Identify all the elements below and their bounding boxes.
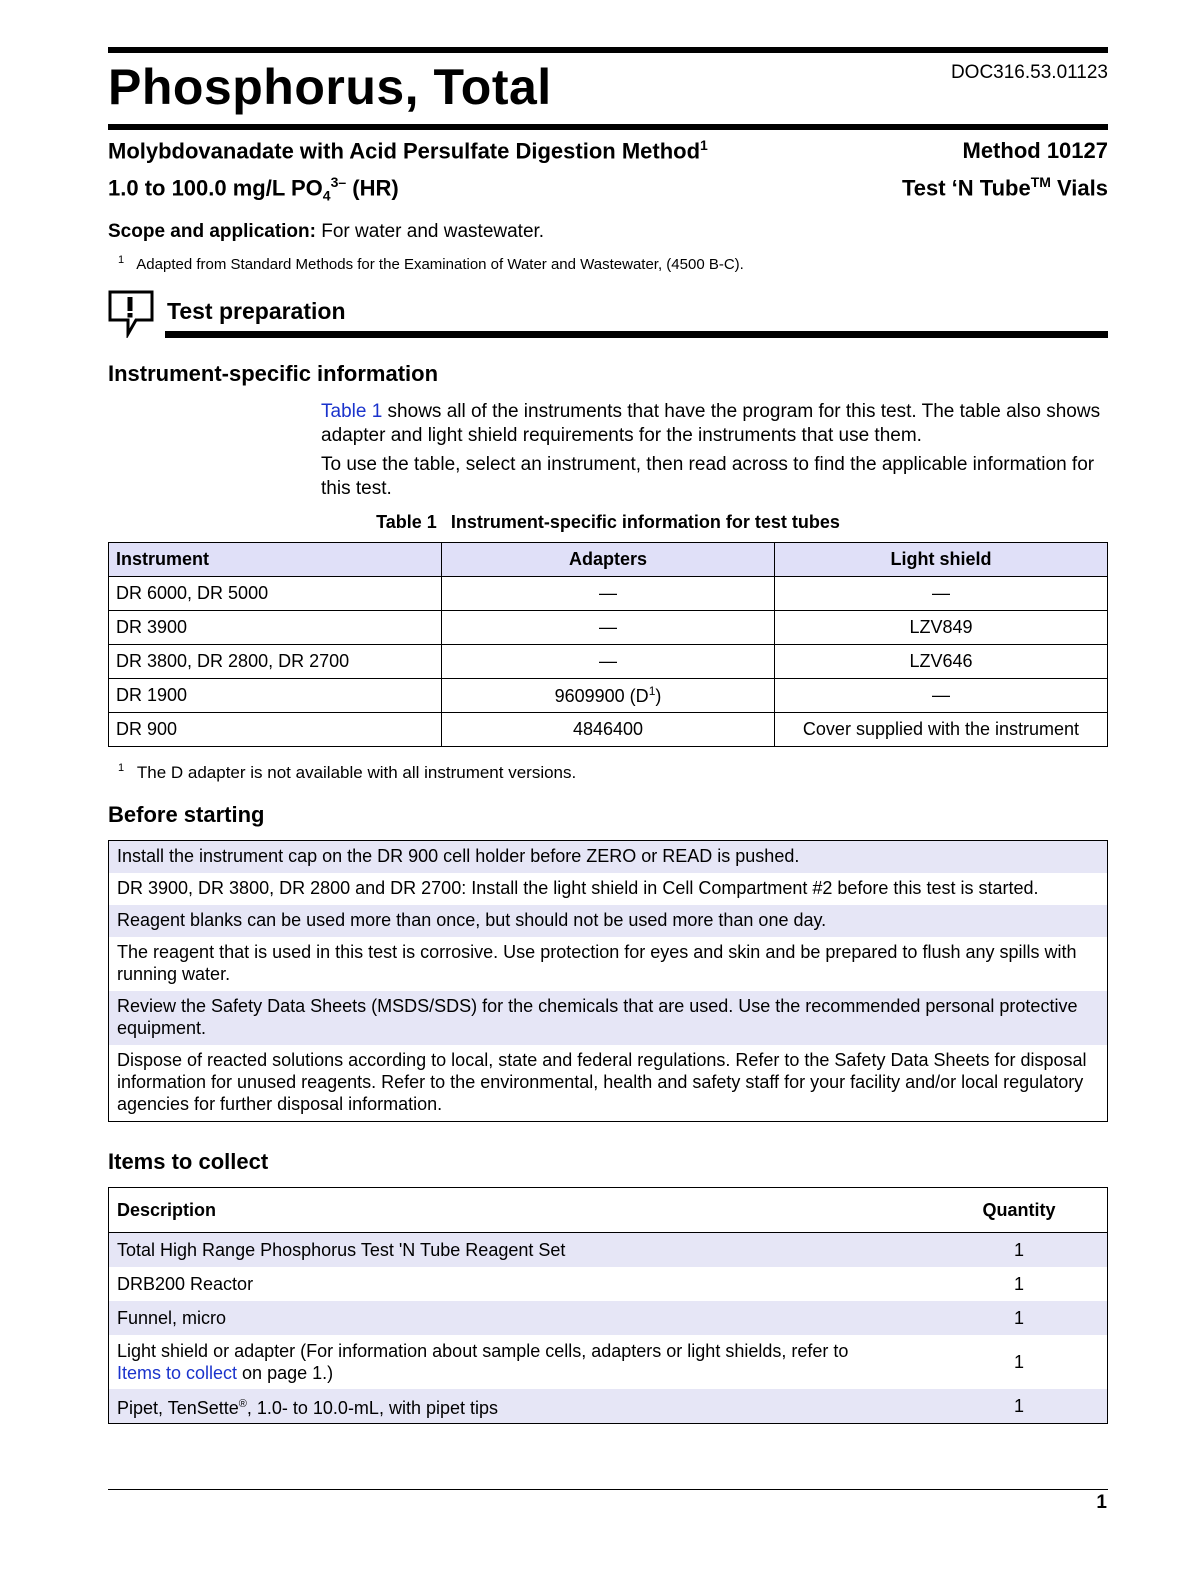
list-item [109,1045,1108,1122]
item-quantity: 1 [931,1233,1108,1268]
method-name: Molybdovanadate with Acid Persulfate Digestion Method$^1$ [108,137,708,164]
column-header: Instrument [109,543,442,577]
item-description: Funnel, micro [109,1301,932,1335]
table-row [109,1233,1108,1268]
page-number: 1 [1096,1492,1107,1513]
item-quantity: 1 [1013,1352,1024,1372]
item-quantity: 1 [931,1389,1108,1424]
footer-rule [108,1489,1108,1490]
list-item [109,873,1108,905]
column-header: Adapters [442,543,775,577]
item-quantity: 1 [1013,1274,1024,1294]
table-cell: DR 900 [109,713,442,747]
measurement-range: 1.0 to 100.0 mg/L $PO_4^{3-}$ (HR) [108,174,399,204]
column-header-description: Description [109,1188,932,1233]
list-item [109,991,1108,1045]
table-row [109,1335,1108,1389]
table-row [109,713,1108,747]
caution-note-icon [108,290,156,338]
table-cell: DR 3900 [109,611,442,645]
table-cell: — [775,679,1108,713]
items-to-collect-link[interactable]: Items to collect [117,1363,238,1383]
table-row [109,1267,1108,1301]
list-item-text: Install the instrument cap on the DR 900 cell holder before ZERO or READ is pushed. [109,841,1108,874]
top-footnote: $^1$ Adapted from Standard Methods for the Examination of Water and Wastewater, (4500 B-C). [118,254,744,273]
scope-statement: Scope and application: For water and wastewater. [108,221,545,242]
list-item-text: Review the Safety Data Sheets (MSDS/SDS) for the chemicals that are used. Use the recommended personal protective equipment. [109,991,1108,1045]
table-cell: — [442,577,775,611]
title-rule [108,124,1108,130]
list-item-text: Reagent blanks can be used more than once, but should not be used more than one day. [109,905,1108,937]
column-header: Light shield [775,543,1108,577]
instrument-info-paragraph-2: To use the table, select an instrument, then read across to find the applicable information for this test. [321,454,1095,499]
table-cell: Cover supplied with the instrument [775,713,1108,747]
list-item [109,937,1108,991]
page-title: Phosphorus, Total [108,59,552,115]
item-description: Light shield or adapter (For information about sample cells, adapters or light shields, refer to Items to collect on page 1.) [117,1341,849,1383]
vial-type: Test ‘N Tube™ Vials [901,174,1108,201]
table-1-caption: Table 1 Instrument-specific information for test tubes [376,512,840,532]
list-item-text: DR 3900, DR 3800, DR 2800 and DR 2700: Install the light shield in Cell Compartment #2 before this test is started. [117,878,1039,898]
table-cell: DR 6000, DR 5000 [109,577,442,611]
list-item [109,905,1108,937]
column-header-quantity: Quantity [931,1188,1108,1233]
table-row [109,1301,1108,1335]
table-row [109,679,1108,713]
table-cell: LZV646 [775,645,1108,679]
document-number: DOC316.53.01123 [950,62,1108,83]
before-starting-list [108,840,1108,1122]
table-1-link[interactable]: Table 1 [321,401,383,422]
item-description: DRB200 Reactor [117,1274,254,1294]
section-rule [165,331,1108,338]
table-cell: LZV849 [775,611,1108,645]
item-quantity: 1 [931,1301,1108,1335]
top-rule [108,47,1108,53]
section-title: Test preparation [167,298,346,324]
table-cell: 4846400 [442,713,775,747]
item-description: Total High Range Phosphorus Test 'N Tube Reagent Set [109,1233,932,1268]
table-row [109,1389,1108,1424]
table-cell: — [775,577,1108,611]
list-item-text: Dispose of reacted solutions according to local, state and federal regulations. Refer to the Safety Data Sheets for disposal information for unused reagents. Refer to the environmental, health and safety staff for your facility and/or local regulatory agencies for further disposal information. [117,1050,1087,1114]
table-1-footnote: $^1$ The D adapter is not available with all instrument versions. [118,762,577,782]
instrument-info-paragraph-1: Table 1 shows all of the instruments that have the program for this test. The table also shows adapter and light shield requirements for the instruments that use them. [321,401,1101,446]
table-cell: — [442,645,775,679]
table-cell: DR 3800, DR 2800, DR 2700 [109,645,442,679]
items-table [108,1187,1108,1424]
item-description: Pipet, TenSette®, 1.0- to 10.0-mL, with pipet tips [109,1389,932,1424]
list-item-text: The reagent that is used in this test is corrosive. Use protection for eyes and skin and be prepared to flush any spills with running water. [117,942,1077,984]
method-number: Method 10127 [962,138,1108,163]
table-header-row [109,543,1108,577]
items-to-collect-heading: Items to collect [108,1149,269,1174]
table-row [109,577,1108,611]
table-cell: — [442,611,775,645]
table-row [109,611,1108,645]
instrument-info-heading: Instrument-specific information [108,361,439,386]
table-header-row [109,1188,1108,1233]
list-item [109,841,1108,874]
table-cell: 9609900 $(D^1)$ [442,679,775,713]
before-starting-heading: Before starting [108,802,265,827]
instrument-table [108,542,1108,747]
table-row [109,645,1108,679]
table-cell: DR 1900 [109,679,442,713]
